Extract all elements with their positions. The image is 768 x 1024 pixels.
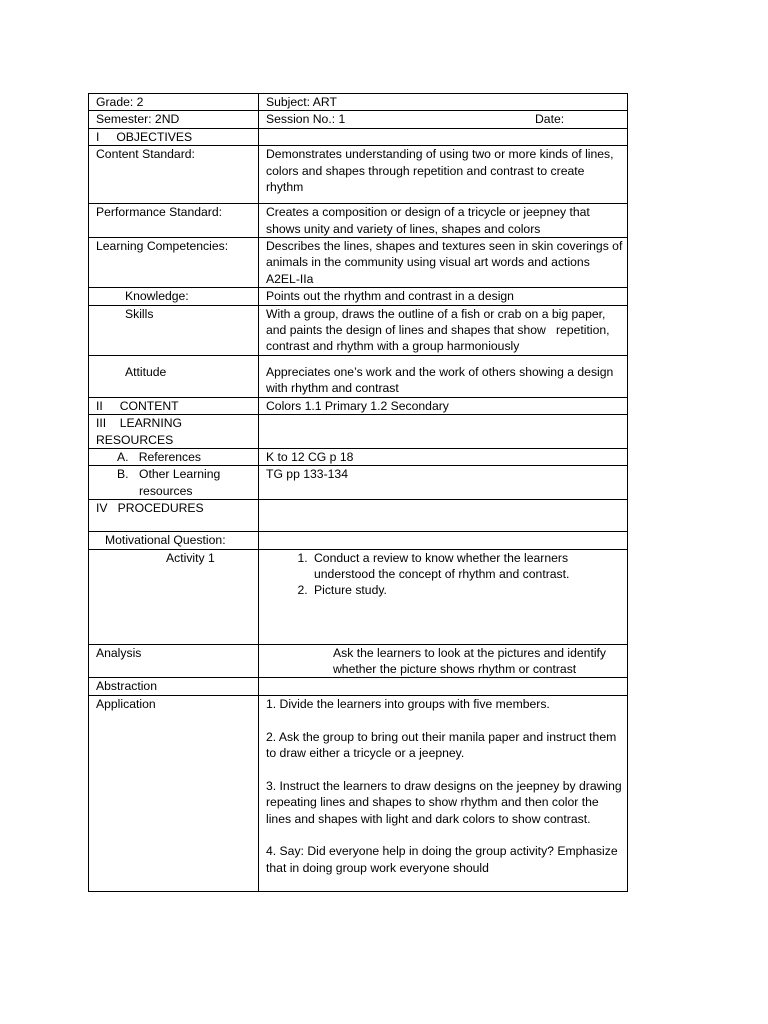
application-step: 3. Instruct the learners to draw designs on the jeepney by drawing repeating lines and shapes to show rhythm and then color the lines and shapes with light and dark colors to show contrast. (266, 778, 622, 826)
content-standard-row (89, 146, 628, 204)
content-heading: II CONTENT (89, 397, 259, 414)
references-text: References (138, 449, 202, 464)
other-resources-value: TG pp 133-134 (259, 466, 628, 500)
grade-cell: Grade: 2 (89, 94, 259, 111)
procedures-empty (259, 500, 628, 532)
learning-resources-heading: III LEARNING RESOURCES (89, 415, 259, 449)
activity-list (266, 550, 624, 599)
semester-cell: Semester: 2ND (89, 111, 259, 128)
other-resources-prefix: B. (117, 467, 129, 482)
session-label: Session No.: 1 (266, 112, 346, 127)
objectives-heading: I OBJECTIVES (89, 128, 259, 145)
attitude-label: Attitude (89, 355, 259, 397)
references-prefix: A. (117, 449, 129, 464)
attitude-value: Appreciates one’s work and the work of others showing a design with rhythm and contrast (259, 355, 628, 397)
activity-item: 2. Picture study. (311, 582, 624, 598)
objectives-row (89, 128, 628, 145)
objectives-empty (259, 128, 628, 145)
attitude-row (89, 355, 628, 397)
analysis-label: Analysis (89, 644, 259, 678)
content-standard-value (259, 146, 628, 204)
date-label: Date: (535, 112, 565, 127)
learning-competencies-label: Learning Competencies: (89, 238, 259, 288)
subject-cell: Subject: ART (259, 94, 628, 111)
application-value (259, 695, 628, 891)
knowledge-value: Points out the rhythm and contrast in a design (259, 288, 628, 305)
learning-competencies-value: Describes the lines, shapes and textures seen in skin coverings of animals in the community using visual art words and actions A2EL-IIa (259, 238, 628, 288)
content-standard-text: Demonstrates understanding of using two or more kinds of lines, colors and shapes through repetition and contrast to create rhythm (266, 147, 614, 195)
performance-standard-label: Performance Standard: (89, 204, 259, 238)
other-resources-row (89, 466, 628, 500)
analysis-text: Ask the learners to look at the pictures and identify whether the picture shows rhythm or contrast (333, 645, 607, 676)
application-step: 4. Say: Did everyone help in doing the group activity? Emphasize that in doing group work everyone should (266, 844, 618, 875)
application-step: 2. Ask the group to bring out their manila paper and instruct them to draw either a tricycle or a jeepney. (266, 729, 617, 760)
content-standard-label: Content Standard: (89, 146, 259, 204)
references-value: K to 12 CG p 18 (259, 448, 628, 465)
learning-resources-empty (259, 415, 628, 449)
knowledge-label: Knowledge: (89, 288, 259, 305)
session-cell (259, 111, 628, 128)
lesson-plan-table (88, 93, 628, 892)
activity-row (89, 549, 628, 644)
activity-label: Activity 1 (89, 549, 259, 644)
skills-value: With a group, draws the outline of a fish or crab on a big paper, and paints the design of lines and shapes that show repetition, contrast and rhythm with a group harmoniously (259, 305, 628, 355)
other-resources-text: Other Learning resources (139, 467, 221, 498)
application-row (89, 695, 628, 891)
abstraction-empty (259, 678, 628, 695)
references-label (89, 448, 259, 465)
performance-standard-row (89, 204, 628, 238)
abstraction-label: Abstraction (89, 678, 259, 695)
skills-label: Skills (89, 305, 259, 355)
procedures-row (89, 500, 628, 532)
application-label: Application (89, 695, 259, 891)
other-resources-label (89, 466, 259, 500)
analysis-row (89, 644, 628, 678)
application-step: 1. Divide the learners into groups with five members. (266, 696, 550, 711)
content-value: Colors 1.1 Primary 1.2 Secondary (259, 397, 628, 414)
motivational-row (89, 532, 628, 549)
content-row (89, 397, 628, 414)
semester-row (89, 111, 628, 128)
motivational-label: Motivational Question: (89, 532, 259, 549)
abstraction-row (89, 678, 628, 695)
motivational-empty (259, 532, 628, 549)
references-row (89, 448, 628, 465)
activity-item: 1. Conduct a review to know whether the learners understood the concept of rhythm and contrast. (311, 550, 624, 583)
learning-competencies-row (89, 238, 628, 288)
analysis-value (259, 644, 628, 678)
procedures-heading: IV PROCEDURES (89, 500, 259, 532)
learning-resources-row (89, 415, 628, 449)
activity-value (259, 549, 628, 644)
performance-standard-value: Creates a composition or design of a tricycle or jeepney that shows unity and variety of lines, shapes and colors (259, 204, 628, 238)
skills-row (89, 305, 628, 355)
knowledge-row (89, 288, 628, 305)
grade-row (89, 94, 628, 111)
